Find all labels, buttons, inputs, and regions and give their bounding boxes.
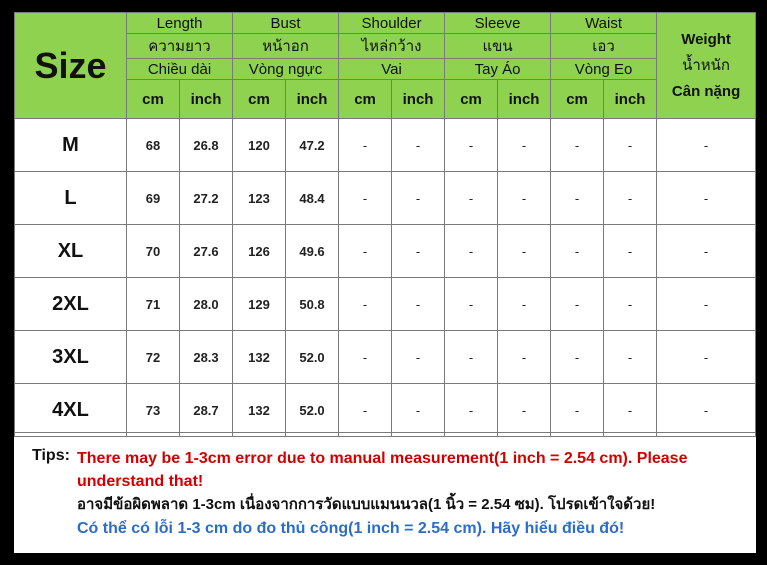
size-cell: 3XL — [15, 331, 127, 384]
value-cell: - — [657, 278, 756, 331]
value-cell: - — [445, 172, 498, 225]
value-cell: - — [657, 225, 756, 278]
value-cell: - — [657, 331, 756, 384]
table-row — [15, 225, 756, 278]
value-cell: - — [551, 119, 604, 172]
value-cell: - — [339, 119, 392, 172]
shoulder-header-en: Shoulder — [339, 13, 445, 34]
table-row — [15, 384, 756, 437]
value-cell: 52.0 — [286, 384, 339, 437]
size-cell: 2XL — [15, 278, 127, 331]
sleeve-header-en: Sleeve — [445, 13, 551, 34]
table-row — [15, 119, 756, 172]
value-cell: - — [604, 172, 657, 225]
value-cell: - — [498, 225, 551, 278]
waist-header-vi: Vòng Eo — [551, 59, 657, 80]
tips-english: There may be 1-3cm error due to manual measurement(1 inch = 2.54 cm). Please understand that! — [77, 450, 688, 490]
bust-unit-inch: inch — [286, 80, 339, 119]
value-cell: - — [498, 119, 551, 172]
table-row — [15, 331, 756, 384]
value-cell: 68 — [127, 119, 180, 172]
value-cell: 123 — [233, 172, 286, 225]
length-unit-inch: inch — [180, 80, 233, 119]
value-cell: - — [392, 384, 445, 437]
value-cell: 129 — [233, 278, 286, 331]
value-cell: 132 — [233, 384, 286, 437]
value-cell: - — [392, 172, 445, 225]
value-cell: - — [445, 119, 498, 172]
value-cell: 28.7 — [180, 384, 233, 437]
value-cell: 70 — [127, 225, 180, 278]
bust-header-en: Bust — [233, 13, 339, 34]
value-cell: - — [551, 225, 604, 278]
length-header-th: ความยาว — [127, 34, 233, 59]
value-cell: 28.3 — [180, 331, 233, 384]
waist-header-th: เอว — [551, 34, 657, 59]
shoulder-unit-cm: cm — [339, 80, 392, 119]
value-cell: - — [604, 225, 657, 278]
size-cell: XL — [15, 225, 127, 278]
value-cell: - — [551, 331, 604, 384]
size-cell: M — [15, 119, 127, 172]
value-cell: 73 — [127, 384, 180, 437]
tips-label: Tips: — [32, 447, 70, 464]
value-cell: - — [392, 119, 445, 172]
shoulder-header-vi: Vai — [339, 59, 445, 80]
value-cell: 120 — [233, 119, 286, 172]
value-cell: 28.0 — [180, 278, 233, 331]
value-cell: - — [604, 384, 657, 437]
bust-header-vi: Vòng ngực — [233, 59, 339, 80]
value-cell: - — [657, 119, 756, 172]
value-cell: - — [339, 172, 392, 225]
waist-header-en: Waist — [551, 13, 657, 34]
value-cell: - — [604, 331, 657, 384]
sleeve-header-th: แขน — [445, 34, 551, 59]
weight-label-en: Weight — [681, 30, 731, 48]
tips-vietnamese: Có thể có lỗi 1-3 cm do đo thủ công(1 inch = 2.54 cm). Hãy hiểu điều đó! — [77, 520, 625, 537]
value-cell: 27.6 — [180, 225, 233, 278]
value-cell: - — [498, 384, 551, 437]
value-cell: - — [604, 119, 657, 172]
value-cell: 27.2 — [180, 172, 233, 225]
length-unit-cm: cm — [127, 80, 180, 119]
size-header: Size — [15, 13, 127, 119]
value-cell: 52.0 — [286, 331, 339, 384]
tips-section — [14, 432, 756, 554]
value-cell: - — [551, 384, 604, 437]
bust-unit-cm: cm — [233, 80, 286, 119]
value-cell: - — [392, 225, 445, 278]
value-cell: - — [498, 331, 551, 384]
value-cell: - — [339, 331, 392, 384]
value-cell: - — [339, 384, 392, 437]
size-rows — [15, 119, 756, 437]
value-cell: 132 — [233, 331, 286, 384]
length-header-en: Length — [127, 13, 233, 34]
value-cell: 71 — [127, 278, 180, 331]
value-cell: - — [657, 172, 756, 225]
value-cell: 26.8 — [180, 119, 233, 172]
weight-label-th: น้ำหนัก — [682, 56, 731, 74]
value-cell: - — [498, 278, 551, 331]
sleeve-header-vi: Tay Áo — [445, 59, 551, 80]
value-cell: - — [551, 172, 604, 225]
waist-unit-cm: cm — [551, 80, 604, 119]
tips-thai: อาจมีข้อผิดพลาด 1-3cm เนื่องจากการวัดแบบแมนนวล(1 นิ้ว = 2.54 ซม). โปรดเข้าใจด้วย! — [77, 496, 656, 513]
value-cell: - — [498, 172, 551, 225]
size-cell: 4XL — [15, 384, 127, 437]
value-cell: - — [445, 331, 498, 384]
length-header-vi: Chiều dài — [127, 59, 233, 80]
bust-header-th: หน้าอก — [233, 34, 339, 59]
table-row — [15, 172, 756, 225]
value-cell: - — [445, 384, 498, 437]
value-cell: - — [392, 331, 445, 384]
value-cell: - — [445, 225, 498, 278]
weight-header — [657, 13, 756, 119]
value-cell: - — [339, 225, 392, 278]
waist-unit-inch: inch — [604, 80, 657, 119]
value-cell: - — [392, 278, 445, 331]
value-cell: 50.8 — [286, 278, 339, 331]
weight-label-vi: Cân nặng — [671, 82, 741, 100]
value-cell: 69 — [127, 172, 180, 225]
value-cell: 48.4 — [286, 172, 339, 225]
table-row — [15, 278, 756, 331]
size-cell: L — [15, 172, 127, 225]
sleeve-unit-inch: inch — [498, 80, 551, 119]
sleeve-unit-cm: cm — [445, 80, 498, 119]
value-cell: - — [551, 278, 604, 331]
value-cell: - — [445, 278, 498, 331]
value-cell: - — [657, 384, 756, 437]
value-cell: 47.2 — [286, 119, 339, 172]
value-cell: 126 — [233, 225, 286, 278]
size-table — [14, 12, 756, 437]
value-cell: 72 — [127, 331, 180, 384]
value-cell: - — [339, 278, 392, 331]
value-cell: - — [604, 278, 657, 331]
size-chart — [14, 12, 756, 553]
shoulder-header-th: ไหล่กว้าง — [339, 34, 445, 59]
value-cell: 49.6 — [286, 225, 339, 278]
shoulder-unit-inch: inch — [392, 80, 445, 119]
